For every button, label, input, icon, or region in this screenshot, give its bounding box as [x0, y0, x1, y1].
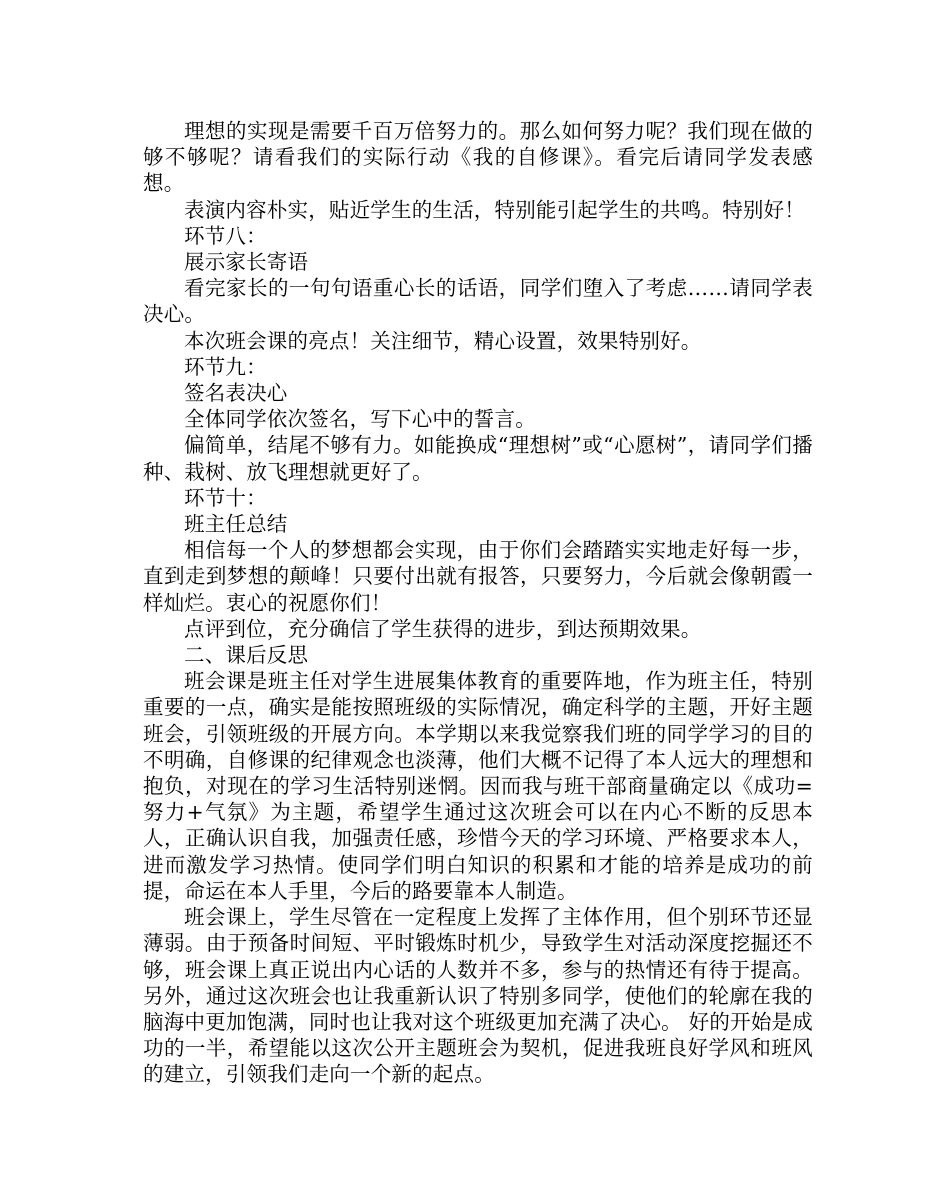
paragraph-reflection-2: 班会课上，学生尽管在一定程度上发挥了主体作用，但个别环节还显薄弱。由于预备时间短、平时锻炼时机少，导致学生对活动深度挖掘还不够，班会课上真正说出内心话的人数并不多，参与的热情还有待于提高。另外，通过这次班会也让我重新认识了特别多同学，使他们的轮廓在我的脑海中更加饱满，同时也让我对这个班级更加充满了决心。 好的开始是成功的一半，希望能以这次公开主题班会为契机，促进我班良好学风和班风的建立，引领我们走向一个新的起点。	[143, 905, 813, 1087]
paragraph-step-8-content: 看完家长的一句句语重心长的话语，同学们堕入了考虑……请同学表决心。	[143, 276, 813, 327]
section-heading-reflection: 二、课后反思	[184, 643, 309, 668]
step-title-teacher-summary: 班主任总结	[184, 512, 288, 537]
section-heading-step-10: 环节十：	[184, 485, 267, 510]
paragraph-comment-4: 点评到位，充分确信了学生获得的进步，到达预期效果。	[184, 616, 702, 641]
paragraph-comment-3: 偏简单，结尾不够有力。如能换成“理想树”或“心愿树”，请同学们播种、栽树、放飞理想就更好了。	[143, 433, 813, 484]
paragraph-comment-1: 表演内容朴实，贴近学生的生活，特别能引起学生的共鸣。特别好！	[184, 197, 805, 222]
paragraph-step-9-content: 全体同学依次签名，写下心中的誓言。	[184, 407, 536, 432]
section-heading-step-9: 环节九：	[184, 354, 267, 379]
section-heading-step-8: 环节八：	[184, 223, 267, 248]
step-title-signature: 签名表决心	[184, 381, 288, 406]
step-title-parent-message: 展示家长寄语	[184, 250, 309, 275]
paragraph-opening: 理想的实现是需要千百万倍努力的。那么如何努力呢？我们现在做的够不够呢？请看我们的实际行动《我的自修课》。看完后请同学发表感想。	[143, 119, 813, 196]
paragraph-step-10-content: 相信每一个人的梦想都会实现，由于你们会踏踏实实地走好每一步，直到走到梦想的颠峰！只要付出就有报答，只要努力，今后就会像朝霞一样灿烂。衷心的祝愿你们！	[143, 538, 813, 615]
paragraph-reflection-1: 班会课是班主任对学生进展集体教育的重要阵地，作为班主任，特别重要的一点，确实是能按照班级的实际情况，确定科学的主题，开好主题班会，引领班级的开展方向。本学期以来我觉察我们班的同学学习的目的不明确，自修课的纪律观念也淡薄，他们大概不记得了本人远大的理想和抱负，对现在的学习生活特别迷惘。因而我与班干部商量确定以《成功=努力+气氛》为主题，希望学生通过这次班会可以在内心不断的反思本人，正确认识自我，加强责任感，珍惜今天的学习环境、严格要求本人，进而激发学习热情。使同学们明白知识的积累和才能的培养是成功的前提，命运在本人手里，今后的路要靠本人制造。	[143, 669, 813, 903]
document-body	[143, 118, 813, 1088]
paragraph-comment-2: 本次班会课的亮点！关注细节，精心设置，效果特别好。	[184, 328, 702, 353]
